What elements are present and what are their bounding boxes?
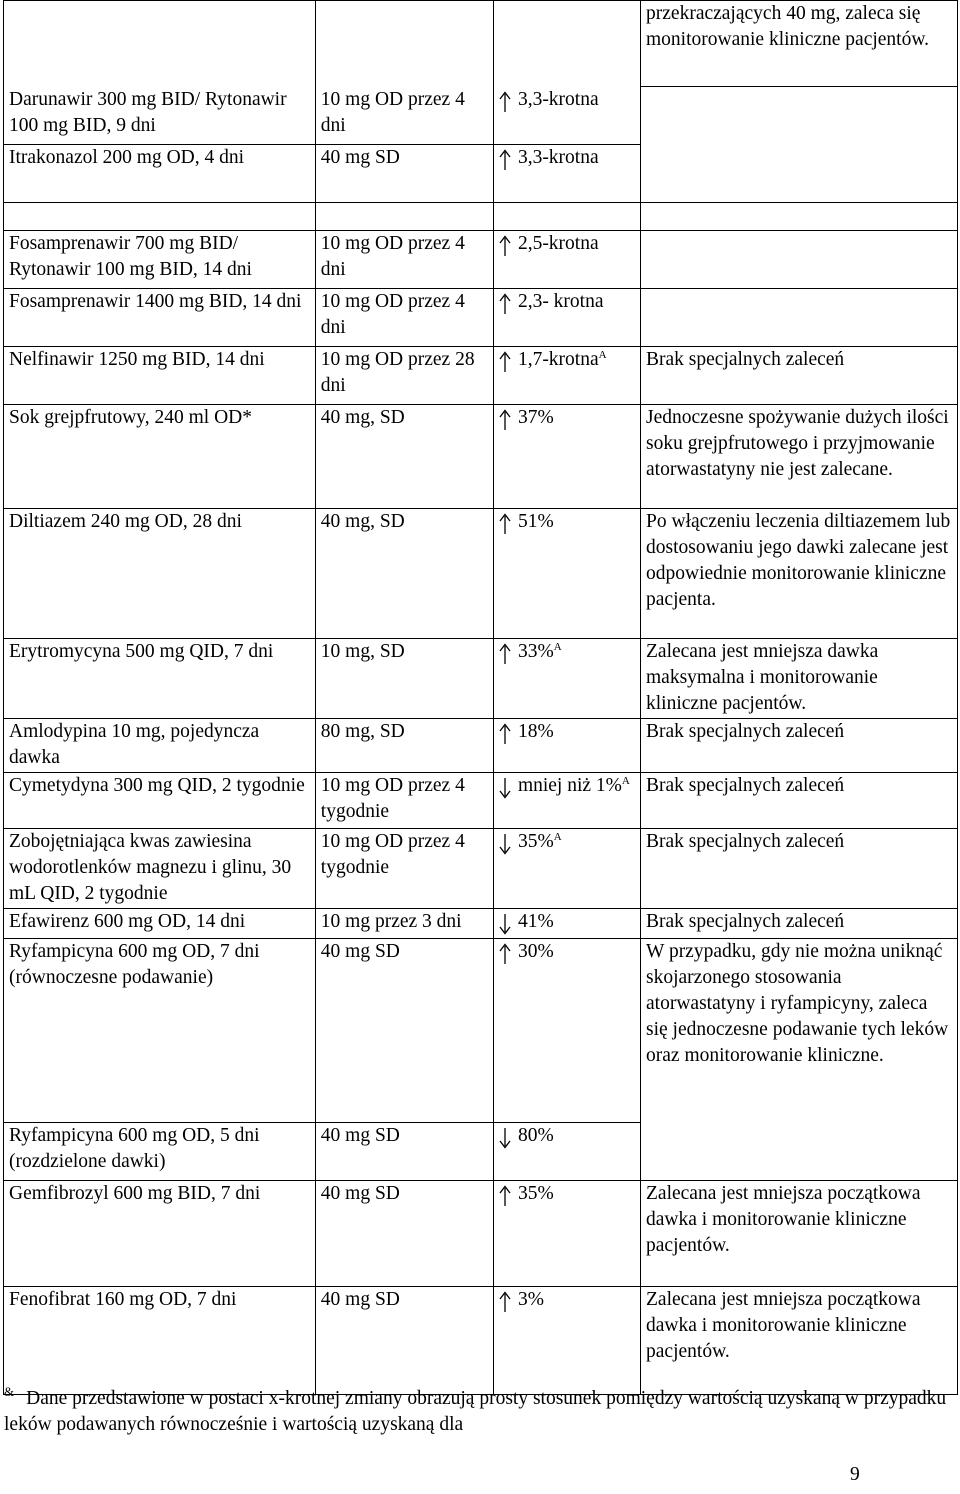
dose-cell [315,509,493,639]
drug-cell [4,773,316,829]
change-value: 37% [517,407,554,428]
change-cell [493,87,640,145]
rec-text: Brak specjalnych zaleceń [646,911,845,932]
arrow-down-icon [498,777,512,797]
drug-cell [4,639,316,719]
dose-cell [315,909,493,939]
rec-cell [641,87,958,145]
rec-cell [641,289,958,347]
dose-cell [315,145,493,203]
drug-text: Nelfinawir 1250 mg BID, 14 dni [9,349,265,370]
table-row [4,203,958,231]
change-cell [493,509,640,639]
dose-cell [315,719,493,773]
arrow-down-icon [498,913,512,933]
drug-text: Itrakonazol 200 mg OD, 4 dni [9,147,245,168]
drug-cell [4,509,316,639]
rec-cell [641,145,958,203]
arrow-up-icon [498,643,512,663]
change-value: 35% [517,831,554,852]
rec-cell [641,1,958,87]
drug-cell [4,145,316,203]
change-cell [493,1,640,87]
dose-text: 40 mg SD [320,1289,400,1310]
change-cell [493,939,640,1123]
drug-cell [4,939,316,1123]
change-value: 33% [517,641,554,662]
drug-text: Gemfibrozyl 600 mg BID, 7 dni [9,1183,261,1204]
change-cell [493,1287,640,1395]
rec-cell [641,1181,958,1287]
arrow-up-icon [498,91,512,111]
change-cell [493,909,640,939]
rec-cell [641,639,958,719]
drug-text: Ryfampicyna 600 mg OD, 5 dni (rozdzielone dawki) [9,1125,260,1172]
rec-text: Brak specjalnych zaleceń [646,831,845,852]
rec-text: Jednoczesne spożywanie dużych ilości soku grejpfrutowego i przyjmowanie atorwastatyny nie jest zalecane. [646,407,949,480]
drug-cell [4,347,316,405]
change-cell [493,347,640,405]
table-row [4,1287,958,1395]
change-cell [493,231,640,289]
rec-cell [641,719,958,773]
table-row [4,639,958,719]
drug-cell [4,719,316,773]
rec-cell [641,1123,958,1181]
table-row [4,773,958,829]
change-value: mniej niż 1% [517,775,622,796]
drug-text: Efawirenz 600 mg OD, 14 dni [9,911,246,932]
dose-cell [315,1287,493,1395]
dose-cell [315,87,493,145]
drug-text: Fenofibrat 160 mg OD, 7 dni [9,1289,237,1310]
rec-text: przekraczających 40 mg, zaleca się monitorowanie kliniczne pacjentów. [646,3,930,50]
drug-text: Ryfampicyna 600 mg OD, 7 dni (równoczesne podawanie) [9,941,260,988]
dose-text: 40 mg SD [320,147,400,168]
dose-cell [315,639,493,719]
rec-cell [641,1287,958,1395]
change-cell [493,773,640,829]
rec-cell [641,909,958,939]
table-row [4,1123,958,1181]
change-cell [493,1181,640,1287]
table-row [4,909,958,939]
rec-cell [641,773,958,829]
arrow-up-icon [498,943,512,963]
drug-cell [4,231,316,289]
table-row [4,145,958,203]
interaction-table [3,0,958,1395]
drug-text: Sok grejpfrutowy, 240 ml OD* [9,407,253,428]
drug-cell [4,87,316,145]
table-row [4,1,958,87]
drug-cell [4,203,316,231]
rec-text: Brak specjalnych zaleceń [646,775,845,796]
dose-text: 10 mg OD przez 4 dni [320,89,465,136]
dose-cell [315,1,493,87]
dose-cell [315,347,493,405]
drug-cell [4,909,316,939]
drug-cell [4,1123,316,1181]
footnote-ref: A [621,775,630,787]
drug-text: Fosamprenawir 1400 mg BID, 14 dni [9,291,302,312]
drug-cell [4,1287,316,1395]
arrow-up-icon [498,149,512,169]
change-cell [493,1123,640,1181]
table-row [4,719,958,773]
rec-cell [641,829,958,909]
dose-cell [315,203,493,231]
dose-text: 10 mg OD przez 4 tygodnie [320,831,465,878]
dose-cell [315,939,493,1123]
footnote-text: Dane przedstawione w postaci x-krotnej zmiany obrazują prosty stosunek pomiędzy wartością uzyskaną w przypadku leków podawanych równocześnie i wartością uzyskaną dla [4,1388,947,1435]
footnote-ref: A [598,349,607,361]
arrow-up-icon [498,723,512,743]
change-cell [493,405,640,509]
dose-text: 10 mg OD przez 4 tygodnie [320,775,465,822]
change-value: 2,5-krotna [517,233,599,254]
rec-text: Brak specjalnych zaleceń [646,349,845,370]
rec-text: Po włączeniu leczenia diltiazemem lub dostosowaniu jego dawki zalecane jest odpowiednie monitorowanie kliniczne pacjenta. [646,511,951,610]
rec-cell [641,405,958,509]
change-value: 3,3-krotna [517,89,599,110]
arrow-up-icon [498,1291,512,1311]
dose-text: 40 mg, SD [320,407,405,428]
dose-text: 40 mg SD [320,941,400,962]
table-row [4,231,958,289]
drug-cell [4,405,316,509]
table-row [4,289,958,347]
table-row [4,1181,958,1287]
table-row [4,829,958,909]
drug-cell [4,1181,316,1287]
dose-text: 80 mg, SD [320,721,405,742]
dose-cell [315,829,493,909]
change-value: 3,3-krotna [517,147,599,168]
arrow-up-icon [498,409,512,429]
drug-text: Amlodypina 10 mg, pojedyncza dawka [9,721,260,768]
change-value: 30% [517,941,554,962]
table-row [4,405,958,509]
arrow-down-icon [498,1127,512,1147]
drug-text: Erytromycyna 500 mg QID, 7 dni [9,641,274,662]
footnote-ref: A [553,831,562,843]
rec-cell [641,509,958,639]
change-value: 41% [517,911,554,932]
change-cell [493,719,640,773]
footnote [4,1386,954,1438]
dose-text: 40 mg SD [320,1125,400,1146]
arrow-up-icon [498,293,512,313]
dose-cell [315,231,493,289]
change-value: 18% [517,721,554,742]
footnote-marker: & [4,1384,15,1399]
drug-cell [4,1,316,87]
dose-cell [315,289,493,347]
dose-text: 10 mg OD przez 4 dni [320,233,465,280]
table-row [4,347,958,405]
change-cell [493,829,640,909]
rec-cell [641,203,958,231]
change-value: 2,3- krotna [517,291,604,312]
arrow-down-icon [498,833,512,853]
dose-text: 10 mg, SD [320,641,405,662]
dose-text: 10 mg OD przez 4 dni [320,291,465,338]
dose-cell [315,1123,493,1181]
rec-text: Brak specjalnych zaleceń [646,721,845,742]
arrow-up-icon [498,513,512,533]
rec-text: Zalecana jest mniejsza dawka maksymalna i monitorowanie kliniczne pacjentów. [646,641,879,714]
drug-cell [4,289,316,347]
rec-text: Zalecana jest mniejsza początkowa dawka i monitorowanie kliniczne pacjentów. [646,1289,921,1362]
change-value: 51% [517,511,554,532]
dose-text: 40 mg, SD [320,511,405,532]
drug-text: Zobojętniająca kwas zawiesina wodorotlenków magnezu i glinu, 30 mL QID, 2 tygodnie [9,831,292,904]
change-cell [493,639,640,719]
dose-text: 40 mg SD [320,1183,400,1204]
rec-cell [641,347,958,405]
drug-text: Cymetydyna 300 mg QID, 2 tygodnie [9,775,305,796]
drug-text: Darunawir 300 mg BID/ Rytonawir 100 mg BID, 9 dni [9,89,287,136]
drug-text: Fosamprenawir 700 mg BID/ Rytonawir 100 mg BID, 14 dni [9,233,252,280]
dose-cell [315,1181,493,1287]
change-value: 3% [517,1289,544,1310]
dose-cell [315,773,493,829]
rec-cell [641,939,958,1123]
arrow-up-icon [498,1185,512,1205]
page-number: 9 [850,1464,860,1485]
dose-text: 10 mg przez 3 dni [320,911,462,932]
change-value: 80% [517,1125,554,1146]
rec-text: W przypadku, gdy nie można uniknąć skojarzonego stosowania atorwastatyny i ryfampicyny, zaleca się jednoczesne podawanie tych leków oraz monitorowanie kliniczne. [646,941,949,1066]
dose-text: 10 mg OD przez 28 dni [320,349,475,396]
change-cell [493,203,640,231]
arrow-up-icon [498,351,512,371]
table-row [4,87,958,145]
table-row [4,939,958,1123]
rec-text: Zalecana jest mniejsza początkowa dawka i monitorowanie kliniczne pacjentów. [646,1183,921,1256]
rec-cell [641,231,958,289]
table-row [4,509,958,639]
change-cell [493,289,640,347]
drug-cell [4,829,316,909]
drug-text: Diltiazem 240 mg OD, 28 dni [9,511,242,532]
footnote-ref: A [553,641,562,653]
change-value: 1,7-krotna [517,349,599,370]
change-value: 35% [517,1183,554,1204]
dose-cell [315,405,493,509]
arrow-up-icon [498,235,512,255]
change-cell [493,145,640,203]
